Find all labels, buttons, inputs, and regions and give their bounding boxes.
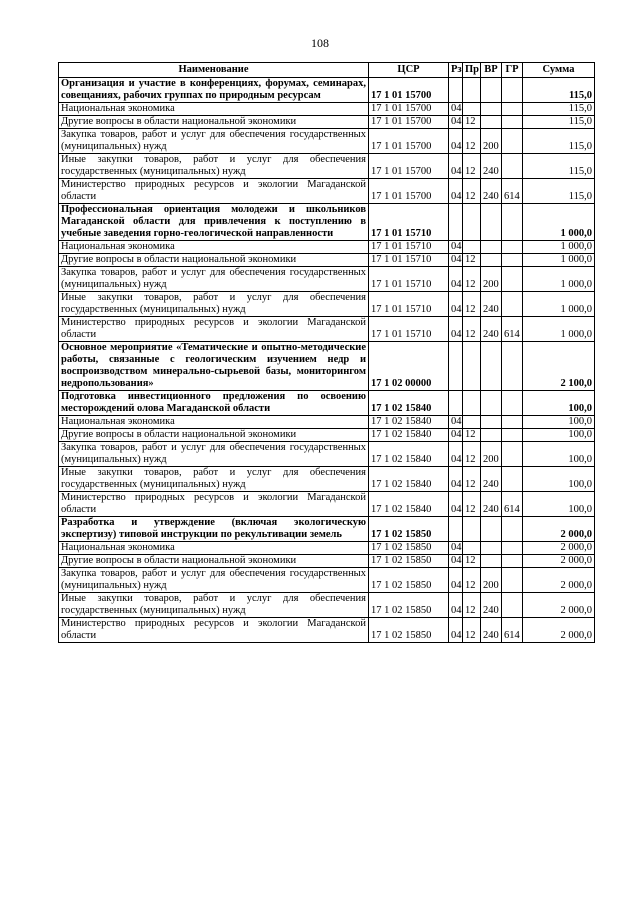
cell-rz: 04 bbox=[449, 429, 463, 442]
cell-vr: 200 bbox=[481, 442, 502, 467]
cell-rz: 04 bbox=[449, 442, 463, 467]
table-row bbox=[59, 517, 595, 542]
cell-csr: 17 1 01 15710 bbox=[369, 317, 449, 342]
cell-gr bbox=[502, 467, 523, 492]
cell-vr: 240 bbox=[481, 179, 502, 204]
cell-name: Иные закупки товаров, работ и услуг для обеспечения государственных (муниципальных) нужд bbox=[59, 154, 369, 179]
cell-csr: 17 1 02 15840 bbox=[369, 492, 449, 517]
cell-rz: 04 bbox=[449, 292, 463, 317]
cell-rz bbox=[449, 517, 463, 542]
cell-vr bbox=[481, 78, 502, 103]
cell-sum: 1 000,0 bbox=[523, 254, 595, 267]
cell-name: Другие вопросы в области национальной экономики bbox=[59, 116, 369, 129]
cell-csr: 17 1 01 15700 bbox=[369, 78, 449, 103]
cell-gr bbox=[502, 429, 523, 442]
cell-rz: 04 bbox=[449, 593, 463, 618]
cell-pr bbox=[463, 416, 481, 429]
cell-rz: 04 bbox=[449, 116, 463, 129]
cell-vr: 240 bbox=[481, 492, 502, 517]
cell-pr: 12 bbox=[463, 154, 481, 179]
cell-sum: 1 000,0 bbox=[523, 292, 595, 317]
cell-sum: 100,0 bbox=[523, 429, 595, 442]
cell-sum: 1 000,0 bbox=[523, 267, 595, 292]
table-row bbox=[59, 542, 595, 555]
cell-pr: 12 bbox=[463, 292, 481, 317]
table-row bbox=[59, 154, 595, 179]
cell-gr bbox=[502, 204, 523, 241]
cell-sum: 1 000,0 bbox=[523, 241, 595, 254]
cell-name: Подготовка инвестиционного предложения по освоению месторождений олова Магаданской области bbox=[59, 391, 369, 416]
cell-gr bbox=[502, 116, 523, 129]
cell-pr: 12 bbox=[463, 492, 481, 517]
cell-pr bbox=[463, 517, 481, 542]
cell-name: Разработка и утверждение (включая экологическую экспертизу) типовой инструкции по рекультивации земель bbox=[59, 517, 369, 542]
cell-pr: 12 bbox=[463, 442, 481, 467]
cell-rz bbox=[449, 78, 463, 103]
table-row bbox=[59, 116, 595, 129]
cell-rz: 04 bbox=[449, 568, 463, 593]
cell-vr bbox=[481, 204, 502, 241]
cell-name: Иные закупки товаров, работ и услуг для обеспечения государственных (муниципальных) нужд bbox=[59, 292, 369, 317]
header-csr: ЦСР bbox=[369, 63, 449, 78]
cell-csr: 17 1 01 15700 bbox=[369, 129, 449, 154]
cell-gr bbox=[502, 292, 523, 317]
cell-pr bbox=[463, 342, 481, 391]
cell-gr bbox=[502, 254, 523, 267]
budget-table bbox=[58, 62, 595, 643]
header-rz: Рз bbox=[449, 63, 463, 78]
cell-csr: 17 1 02 15850 bbox=[369, 618, 449, 643]
cell-pr: 12 bbox=[463, 618, 481, 643]
table-row bbox=[59, 618, 595, 643]
table-row bbox=[59, 317, 595, 342]
cell-sum: 115,0 bbox=[523, 129, 595, 154]
header-gr: ГР bbox=[502, 63, 523, 78]
cell-name: Национальная экономика bbox=[59, 416, 369, 429]
cell-pr: 12 bbox=[463, 179, 481, 204]
cell-sum: 100,0 bbox=[523, 467, 595, 492]
cell-vr bbox=[481, 391, 502, 416]
cell-sum: 115,0 bbox=[523, 179, 595, 204]
cell-csr: 17 1 02 00000 bbox=[369, 342, 449, 391]
cell-vr bbox=[481, 103, 502, 116]
cell-sum: 115,0 bbox=[523, 103, 595, 116]
cell-csr: 17 1 02 15850 bbox=[369, 555, 449, 568]
cell-sum: 100,0 bbox=[523, 492, 595, 517]
cell-pr: 12 bbox=[463, 116, 481, 129]
cell-vr bbox=[481, 555, 502, 568]
table-row bbox=[59, 568, 595, 593]
cell-name: Другие вопросы в области национальной экономики bbox=[59, 555, 369, 568]
cell-gr bbox=[502, 103, 523, 116]
cell-gr bbox=[502, 416, 523, 429]
cell-vr bbox=[481, 517, 502, 542]
cell-vr: 200 bbox=[481, 129, 502, 154]
cell-csr: 17 1 02 15850 bbox=[369, 517, 449, 542]
cell-rz: 04 bbox=[449, 154, 463, 179]
cell-sum: 1 000,0 bbox=[523, 317, 595, 342]
cell-gr: 614 bbox=[502, 317, 523, 342]
table-header-row bbox=[59, 63, 595, 78]
cell-name: Национальная экономика bbox=[59, 241, 369, 254]
cell-vr: 240 bbox=[481, 317, 502, 342]
cell-sum: 100,0 bbox=[523, 416, 595, 429]
cell-pr: 12 bbox=[463, 267, 481, 292]
cell-rz: 04 bbox=[449, 555, 463, 568]
table-row bbox=[59, 267, 595, 292]
cell-name: Закупка товаров, работ и услуг для обеспечения государственных (муниципальных) нужд bbox=[59, 568, 369, 593]
cell-rz: 04 bbox=[449, 317, 463, 342]
cell-vr bbox=[481, 429, 502, 442]
cell-sum: 2 000,0 bbox=[523, 542, 595, 555]
cell-gr bbox=[502, 517, 523, 542]
cell-csr: 17 1 02 15850 bbox=[369, 593, 449, 618]
cell-gr bbox=[502, 267, 523, 292]
header-pr: Пр bbox=[463, 63, 481, 78]
cell-vr bbox=[481, 542, 502, 555]
cell-rz: 04 bbox=[449, 416, 463, 429]
cell-rz: 04 bbox=[449, 129, 463, 154]
cell-pr: 12 bbox=[463, 254, 481, 267]
cell-name: Министерство природных ресурсов и экологии Магаданской области bbox=[59, 492, 369, 517]
cell-name: Профессиональная ориентация молодежи и школьников Магаданской области для привлечения к поступлению в учебные заведения горно-геологической направленности bbox=[59, 204, 369, 241]
cell-rz bbox=[449, 204, 463, 241]
cell-csr: 17 1 01 15710 bbox=[369, 267, 449, 292]
cell-gr bbox=[502, 342, 523, 391]
cell-vr: 240 bbox=[481, 292, 502, 317]
cell-gr bbox=[502, 129, 523, 154]
table-row bbox=[59, 342, 595, 391]
cell-name: Иные закупки товаров, работ и услуг для обеспечения государственных (муниципальных) нужд bbox=[59, 467, 369, 492]
cell-csr: 17 1 01 15700 bbox=[369, 154, 449, 179]
cell-pr bbox=[463, 103, 481, 116]
cell-name: Закупка товаров, работ и услуг для обеспечения государственных (муниципальных) нужд bbox=[59, 129, 369, 154]
table-row bbox=[59, 391, 595, 416]
cell-gr bbox=[502, 568, 523, 593]
cell-rz: 04 bbox=[449, 254, 463, 267]
cell-pr bbox=[463, 204, 481, 241]
cell-vr bbox=[481, 416, 502, 429]
table-row bbox=[59, 429, 595, 442]
table-row bbox=[59, 179, 595, 204]
cell-sum: 2 000,0 bbox=[523, 568, 595, 593]
cell-name: Другие вопросы в области национальной экономики bbox=[59, 254, 369, 267]
cell-vr bbox=[481, 254, 502, 267]
cell-sum: 115,0 bbox=[523, 116, 595, 129]
header-name: Наименование bbox=[59, 63, 369, 78]
cell-name: Министерство природных ресурсов и экологии Магаданской области bbox=[59, 317, 369, 342]
cell-name: Министерство природных ресурсов и экологии Магаданской области bbox=[59, 618, 369, 643]
cell-gr bbox=[502, 391, 523, 416]
table-row bbox=[59, 467, 595, 492]
cell-csr: 17 1 01 15710 bbox=[369, 292, 449, 317]
table-row bbox=[59, 292, 595, 317]
table-body bbox=[59, 78, 595, 643]
header-sum: Сумма bbox=[523, 63, 595, 78]
cell-csr: 17 1 02 15840 bbox=[369, 391, 449, 416]
cell-vr: 240 bbox=[481, 467, 502, 492]
cell-rz: 04 bbox=[449, 241, 463, 254]
cell-sum: 2 100,0 bbox=[523, 342, 595, 391]
cell-pr: 12 bbox=[463, 429, 481, 442]
cell-vr: 200 bbox=[481, 568, 502, 593]
cell-sum: 1 000,0 bbox=[523, 204, 595, 241]
cell-sum: 100,0 bbox=[523, 391, 595, 416]
page-number: 108 bbox=[311, 36, 329, 50]
cell-gr bbox=[502, 78, 523, 103]
cell-vr bbox=[481, 116, 502, 129]
cell-pr bbox=[463, 542, 481, 555]
cell-rz bbox=[449, 342, 463, 391]
cell-pr bbox=[463, 391, 481, 416]
table-row bbox=[59, 416, 595, 429]
cell-pr bbox=[463, 78, 481, 103]
cell-pr: 12 bbox=[463, 593, 481, 618]
cell-sum: 2 000,0 bbox=[523, 555, 595, 568]
cell-gr: 614 bbox=[502, 179, 523, 204]
cell-sum: 115,0 bbox=[523, 78, 595, 103]
cell-pr: 12 bbox=[463, 467, 481, 492]
cell-csr: 17 1 02 15840 bbox=[369, 429, 449, 442]
cell-vr: 240 bbox=[481, 593, 502, 618]
cell-csr: 17 1 02 15840 bbox=[369, 442, 449, 467]
cell-sum: 2 000,0 bbox=[523, 593, 595, 618]
table-row bbox=[59, 555, 595, 568]
cell-vr bbox=[481, 241, 502, 254]
cell-pr: 12 bbox=[463, 129, 481, 154]
cell-pr: 12 bbox=[463, 555, 481, 568]
cell-csr: 17 1 02 15840 bbox=[369, 467, 449, 492]
cell-gr bbox=[502, 154, 523, 179]
cell-rz: 04 bbox=[449, 103, 463, 116]
cell-vr: 200 bbox=[481, 267, 502, 292]
cell-rz: 04 bbox=[449, 179, 463, 204]
cell-rz bbox=[449, 391, 463, 416]
cell-csr: 17 1 01 15710 bbox=[369, 241, 449, 254]
cell-rz: 04 bbox=[449, 267, 463, 292]
table-row bbox=[59, 241, 595, 254]
cell-name: Национальная экономика bbox=[59, 542, 369, 555]
cell-name: Закупка товаров, работ и услуг для обеспечения государственных (муниципальных) нужд bbox=[59, 267, 369, 292]
header-vr: ВР bbox=[481, 63, 502, 78]
cell-rz: 04 bbox=[449, 618, 463, 643]
cell-rz: 04 bbox=[449, 492, 463, 517]
cell-vr: 240 bbox=[481, 618, 502, 643]
table-row bbox=[59, 254, 595, 267]
cell-csr: 17 1 01 15700 bbox=[369, 116, 449, 129]
cell-vr: 240 bbox=[481, 154, 502, 179]
cell-vr bbox=[481, 342, 502, 391]
cell-gr: 614 bbox=[502, 492, 523, 517]
cell-csr: 17 1 01 15700 bbox=[369, 103, 449, 116]
cell-pr bbox=[463, 241, 481, 254]
cell-name: Закупка товаров, работ и услуг для обеспечения государственных (муниципальных) нужд bbox=[59, 442, 369, 467]
cell-csr: 17 1 02 15850 bbox=[369, 542, 449, 555]
cell-sum: 2 000,0 bbox=[523, 517, 595, 542]
cell-csr: 17 1 02 15840 bbox=[369, 416, 449, 429]
cell-name: Другие вопросы в области национальной экономики bbox=[59, 429, 369, 442]
table-row bbox=[59, 78, 595, 103]
table-row bbox=[59, 593, 595, 618]
table-row bbox=[59, 129, 595, 154]
cell-pr: 12 bbox=[463, 568, 481, 593]
table-row bbox=[59, 103, 595, 116]
cell-csr: 17 1 02 15850 bbox=[369, 568, 449, 593]
table-row bbox=[59, 442, 595, 467]
cell-rz: 04 bbox=[449, 542, 463, 555]
cell-sum: 100,0 bbox=[523, 442, 595, 467]
cell-gr: 614 bbox=[502, 618, 523, 643]
cell-pr: 12 bbox=[463, 317, 481, 342]
cell-name: Основное мероприятие «Тематические и опытно-методические работы, связанные с геологическим изучением недр и воспроизводством минерально-сырьевой базы, мониторингом недропользования» bbox=[59, 342, 369, 391]
cell-csr: 17 1 01 15700 bbox=[369, 179, 449, 204]
cell-rz: 04 bbox=[449, 467, 463, 492]
cell-name: Иные закупки товаров, работ и услуг для обеспечения государственных (муниципальных) нужд bbox=[59, 593, 369, 618]
cell-sum: 115,0 bbox=[523, 154, 595, 179]
cell-gr bbox=[502, 593, 523, 618]
cell-name: Организация и участие в конференциях, форумах, семинарах, совещаниях, рабочих группах по природным ресурсам bbox=[59, 78, 369, 103]
cell-gr bbox=[502, 442, 523, 467]
cell-csr: 17 1 01 15710 bbox=[369, 204, 449, 241]
cell-name: Министерство природных ресурсов и экологии Магаданской области bbox=[59, 179, 369, 204]
cell-gr bbox=[502, 555, 523, 568]
cell-sum: 2 000,0 bbox=[523, 618, 595, 643]
cell-name: Национальная экономика bbox=[59, 103, 369, 116]
table-row bbox=[59, 204, 595, 241]
table-row bbox=[59, 492, 595, 517]
cell-gr bbox=[502, 542, 523, 555]
cell-gr bbox=[502, 241, 523, 254]
cell-csr: 17 1 01 15710 bbox=[369, 254, 449, 267]
